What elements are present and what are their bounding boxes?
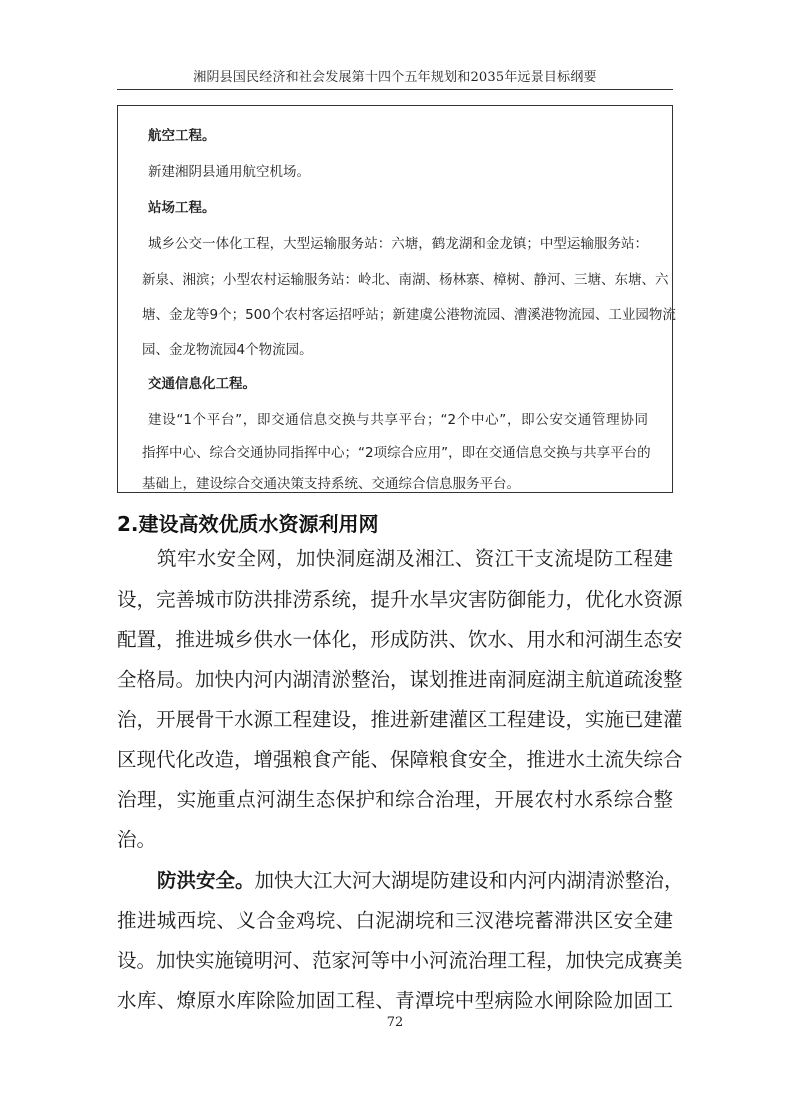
paragraph-line: 水库、燎原水库除险加固工程、青潭垸中型病险水闸除险加固工	[117, 989, 673, 1012]
paragraph-line	[157, 865, 684, 893]
box-text-stations-3: 塘、金龙等9个；500个农村客运招呼站；新建虞公港物流园、漕溪港物流园、工业园物流	[142, 307, 676, 323]
paragraph-line: 设。加快实施镜明河、范家河等中小河流治理工程，加快完成赛美	[117, 949, 683, 972]
paragraph-line: 全格局。加快内河内湖清淤整治，谋划推进南洞庭湖主航道疏浚整	[117, 668, 683, 691]
section-heading: 2.建设高效优质水资源利用网	[117, 512, 379, 536]
paragraph-line: 治理，实施重点河湖生态保护和综合治理，开展农村水系综合整	[117, 788, 673, 811]
paragraph-line: 区现代化改造，增强粮食产能、保障粮食安全，推进水土流失综合	[117, 748, 683, 771]
paragraph-line: 配置，推进城乡供水一体化，形成防洪、饮水、用水和河湖生态安	[117, 628, 683, 651]
box-text-stations-1: 城乡公交一体化工程，大型运输服务站：六塘，鹤龙湖和金龙镇；中型运输服务站：	[148, 236, 648, 252]
paragraph-line: 治。	[117, 828, 157, 851]
document-header-title: 湘阴县国民经济和社会发展第十四个五年规划和2035年远景目标纲要	[193, 70, 597, 85]
project-box	[117, 105, 676, 493]
box-text-stations-4: 园、金龙物流园4个物流园。	[142, 342, 313, 358]
box-heading-stations: 站场工程。	[148, 200, 216, 216]
paragraph-line: 设，完善城市防洪排涝系统，提升水旱灾害防御能力，优化水资源	[117, 588, 683, 611]
box-text-informatization-1: 建设“1个平台”，即交通信息交换与共享平台；“2个中心”，即公安交通管理协同	[148, 412, 648, 428]
box-text-informatization-2: 指挥中心、综合交通协同指挥中心；“2项综合应用”，即在交通信息交换与共享平台的	[142, 445, 651, 461]
paragraph-line: 推进城西垸、义合金鸡垸、白泥湖垸和三汊港垸蓄滞洪区安全建	[117, 909, 673, 932]
paragraph-lead-text: 加快大江大河大湖堤防建设和内河内湖清淤整治，	[254, 869, 684, 892]
paragraph-line: 筑牢水安全网，加快洞庭湖及湘江、资江干支流堤防工程建	[157, 547, 673, 570]
header-divider	[117, 89, 673, 90]
box-text-informatization-3: 基础上，建设综合交通决策支持系统、交通综合信息服务平台。	[142, 476, 520, 492]
box-text-aviation: 新建湘阴县通用航空机场。	[148, 164, 310, 180]
paragraph-lead-heading: 防洪安全。	[157, 869, 255, 892]
page-number: 72	[386, 1015, 404, 1030]
box-heading-aviation: 航空工程。	[148, 128, 216, 144]
paragraph-line: 治，开展骨干水源工程建设，推进新建灌区工程建设，实施已建灌	[117, 708, 683, 731]
box-heading-informatization: 交通信息化工程。	[148, 376, 256, 392]
box-text-stations-2: 新泉、湘滨；小型农村运输服务站：岭北、南湖、杨林寨、樟树、静河、三塘、东塘、六	[142, 272, 669, 288]
